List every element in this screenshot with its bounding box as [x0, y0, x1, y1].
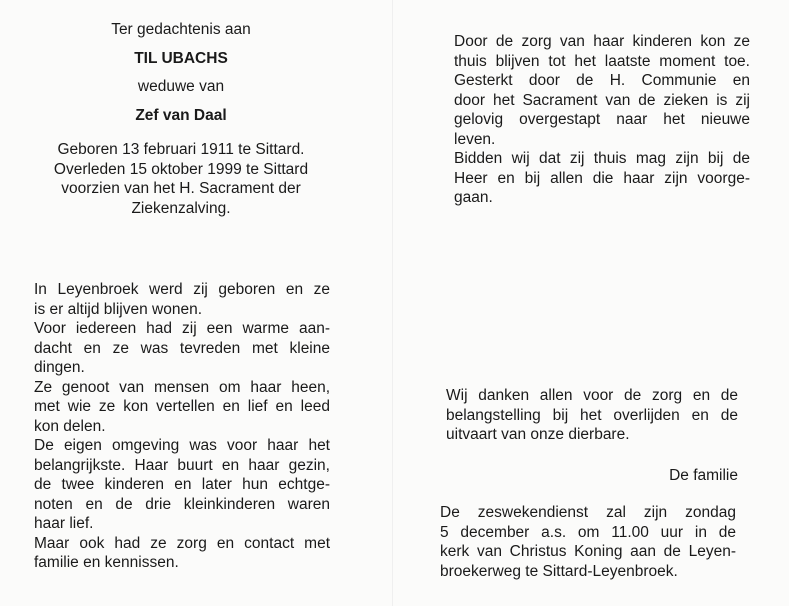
text-line: De eigen omgeving was voor haar het [34, 437, 330, 454]
detail-line: voorzien van het H. Sacrament der [61, 180, 301, 197]
thanks-paragraph [446, 386, 738, 445]
signature: De familie [669, 467, 738, 484]
text-line: Door de zorg van haar kinderen kon ze [454, 33, 750, 50]
text-line: kon delen. [34, 417, 106, 435]
text-line: Gesterkt door de H. Communie en [454, 72, 750, 89]
text-line: Ze genoot van mensen om haar heen, [34, 378, 330, 396]
text-line: met wie ze kon vertellen en lief en leed [34, 398, 330, 415]
care-paragraph [454, 32, 750, 208]
text-line: Wij danken allen voor de zorg en de [446, 387, 738, 404]
detail-line: Overleden 15 oktober 1999 te Sittard [53, 160, 309, 178]
text-line: thuis blijven tot het laatste moment toe. [454, 52, 750, 70]
life-story-paragraph [34, 280, 330, 573]
text-line: is er altijd blijven wonen. [34, 300, 203, 318]
text-line: 5 december a.s. om 11.00 uur in de [440, 523, 736, 541]
text-line: dacht en ze was tevreden met kleine [34, 339, 330, 357]
text-line: dingen. [34, 359, 85, 376]
text-line: door het Sacrament van de zieken is zij [454, 91, 750, 109]
text-line: leven. [454, 130, 496, 148]
text-line: de twee kinderen en later hun echtge- [34, 476, 330, 493]
text-line: Bidden wij dat zij thuis mag zijn bij de [454, 150, 750, 167]
text-line: uitvaart van onze dierbare. [446, 426, 630, 443]
text-line: belangstelling bij het overlijden en de [446, 406, 738, 424]
text-line: gelovig overgestapt naar het nieuwe [454, 111, 750, 128]
service-paragraph [440, 503, 736, 581]
intro-text: Ter gedachtenis aan [111, 21, 251, 38]
text-line: belangrijkste. Haar buurt en haar gezin, [34, 456, 330, 474]
deceased-name: TIL UBACHS [134, 49, 228, 67]
text-line: noten en de drie kleinkinderen waren [34, 495, 330, 513]
text-line: kerk van Christus Koning aan de Leyen- [440, 543, 736, 560]
detail-line: Ziekenzalving. [131, 199, 231, 217]
text-line: gaan. [454, 189, 493, 206]
text-line: broekerweg te Sittard-Leyenbroek. [440, 562, 678, 580]
detail-line: Geboren 13 februari 1911 te Sittard. [57, 141, 305, 158]
text-line: In Leyenbroek werd zij geboren en ze [34, 281, 330, 298]
text-line: Heer en bij allen die haar zijn voorge- [454, 169, 750, 187]
text-line: Voor iedereen had zij een warme aan- [34, 320, 330, 337]
text-line: familie en kennissen. [34, 554, 179, 571]
text-line: De zeswekendienst zal zijn zondag [440, 504, 736, 521]
text-line: haar lief. [34, 515, 94, 532]
spouse-name: Zef van Daal [135, 106, 227, 124]
header-block [26, 20, 336, 218]
text-line: Maar ook had ze zorg en contact met [34, 534, 330, 552]
fold-line [392, 0, 393, 606]
relation-text: weduwe van [137, 78, 225, 95]
